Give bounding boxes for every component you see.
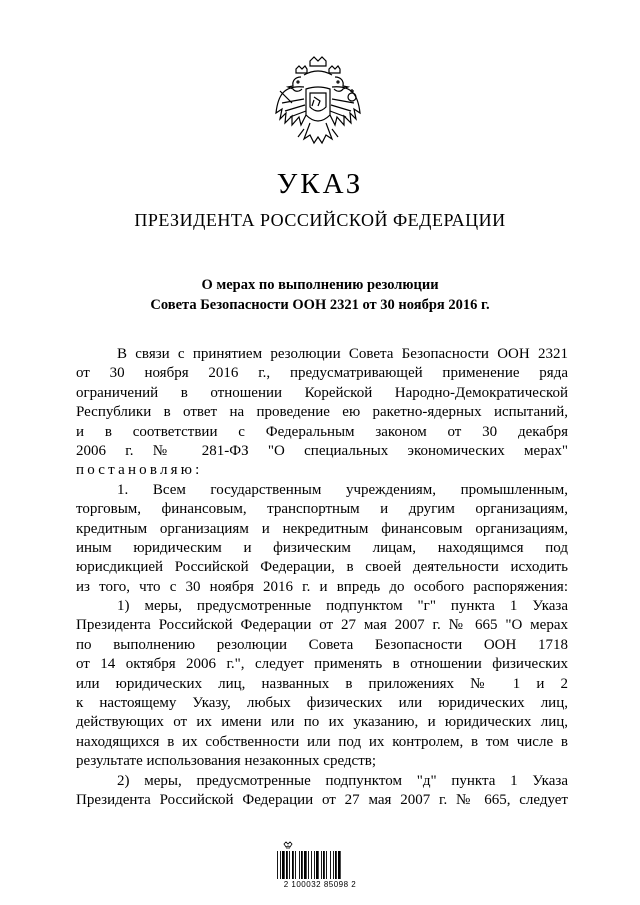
decree-body xyxy=(76,345,568,810)
barcode-bar xyxy=(333,851,334,879)
barcode-icon xyxy=(277,851,364,879)
body-line: 1) меры, предусмотренные подпунктом "г" пункта 1 Указа xyxy=(117,598,568,615)
body-line: к настоящему Указу, любых физических или юридических лиц, xyxy=(76,695,568,712)
barcode-bar xyxy=(280,851,281,879)
body-line: и в соответствии с Федеральным законом от 30 декабря xyxy=(76,423,568,440)
eagle-stamp-icon xyxy=(283,840,293,850)
body-line: 2) меры, предусмотренные подпунктом "д" пункта 1 Указа xyxy=(117,772,568,789)
body-line: находящихся в их собственности или под их контролем, в том числе в xyxy=(76,733,568,750)
barcode-bar xyxy=(314,851,315,879)
decree-title: УКАЗ xyxy=(276,168,364,200)
body-line: или юридических лиц, названных в приложениях № 1 и 2 xyxy=(76,675,568,692)
barcode-bar xyxy=(277,851,278,879)
decree-subtitle: ПРЕЗИДЕНТА РОССИЙСКОЙ ФЕДЕРАЦИИ xyxy=(134,210,506,230)
barcode-bar xyxy=(304,851,307,879)
barcode-bar xyxy=(311,851,312,879)
body-line: от 14 октября 2006 г.", следует применять в отношении физических xyxy=(76,656,568,673)
body-line: 1. Всем государственным учреждениям, промышленным, xyxy=(117,481,568,498)
document-heading-line-1: О мерах по выполнению резолюции xyxy=(201,277,439,293)
barcode-bar xyxy=(299,851,300,879)
body-line: из того, что с 30 ноября 2016 г. и впредь до особого распоряжения: xyxy=(76,578,568,595)
body-line: юрисдикцией Российской Федерации, в своей деятельности исходить xyxy=(76,559,568,576)
body-line: торговым, финансовым, транспортным и другим организациям, xyxy=(76,501,568,518)
body-line: Президента Российской Федерации от 27 мая 2007 г. № 665, следует xyxy=(76,791,568,808)
barcode-bar xyxy=(308,851,309,879)
body-line: действующих от их имени или по их указанию, и юридических лиц, xyxy=(76,714,568,731)
body-line: В связи с принятием резолюции Совета Безопасности ООН 2321 xyxy=(117,346,568,362)
body-line: Президента Российской Федерации от 27 мая 2007 г. № 665 "О мерах xyxy=(76,617,568,634)
barcode-bar xyxy=(338,851,341,879)
body-line-decree-word: постановляю: xyxy=(76,462,203,479)
double-headed-eagle-icon xyxy=(274,55,362,147)
body-line: 2006 г. № 281-ФЗ "О специальных экономических мерах" xyxy=(76,442,568,459)
body-line: по выполнению резолюции Совета Безопасности ООН 1718 xyxy=(76,636,568,653)
barcode-number: 2 100032 85098 2 xyxy=(283,880,357,889)
barcode-bar xyxy=(326,851,327,879)
barcode-bar xyxy=(292,851,294,879)
body-line: кредитным организациям и некредитным финансовым организациям, xyxy=(76,520,568,537)
barcode-bar xyxy=(316,851,319,879)
barcode-bar xyxy=(330,851,331,879)
body-line: результате использования незаконных средств; xyxy=(76,753,377,770)
barcode-bar xyxy=(289,851,290,879)
barcode-bar xyxy=(321,851,322,879)
barcode-bar xyxy=(286,851,288,879)
body-line: иным юридическим и физическим лицам, находящимся под xyxy=(76,539,568,556)
document-heading-line-2: Совета Безопасности ООН 2321 от 30 ноября 2016 г. xyxy=(150,297,490,313)
barcode-bar xyxy=(323,851,325,879)
barcode-bar xyxy=(295,851,296,879)
barcode-bar xyxy=(301,851,303,879)
body-line: Республики в ответ на проведение ею ракетно-ядерных испытаний, xyxy=(76,404,568,421)
body-line: от 30 ноября 2016 г., предусматривающей применение ряда xyxy=(76,365,568,382)
barcode-bar xyxy=(282,851,285,879)
body-line: ограничений в отношении Корейской Народно-Демократической xyxy=(76,384,568,401)
barcode-bar xyxy=(335,851,337,879)
